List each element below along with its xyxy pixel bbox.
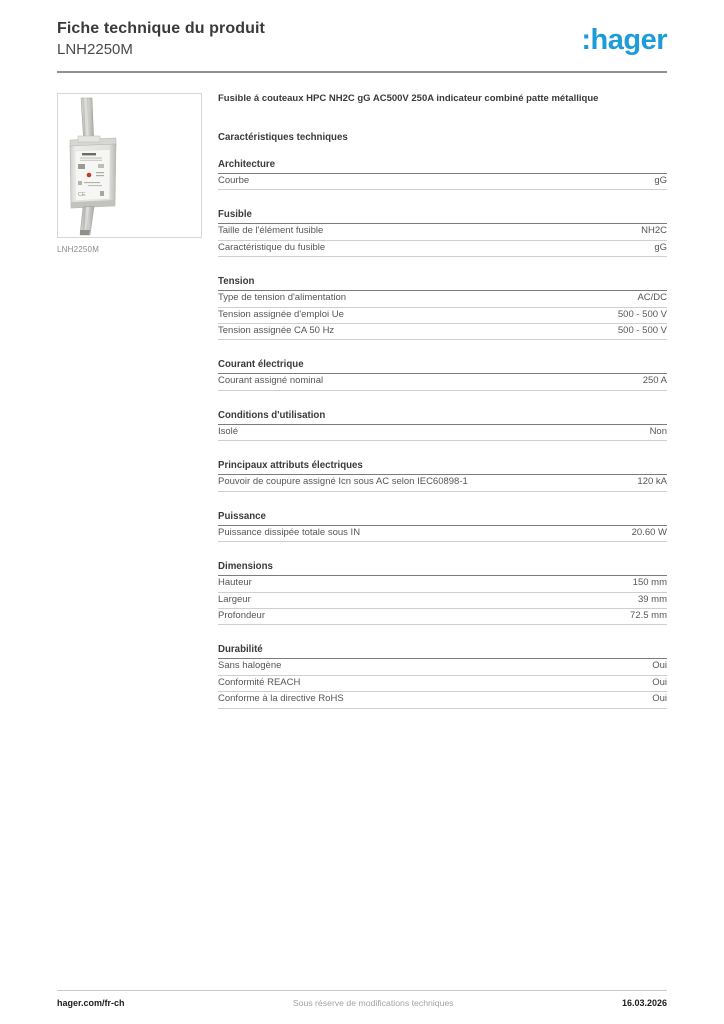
footer-divider <box>57 990 667 991</box>
spec-row <box>218 374 667 390</box>
spec-section <box>218 644 667 708</box>
spec-section-title: Durabilité <box>218 644 667 659</box>
spec-section <box>218 359 667 390</box>
spec-row-value: 500 - 500 V <box>617 324 667 336</box>
spec-row <box>218 676 667 692</box>
spec-row-value: Oui <box>652 693 667 705</box>
spec-row-label: Tension assignée CA 50 Hz <box>218 324 335 336</box>
spec-row <box>218 475 667 491</box>
spec-row <box>218 659 667 675</box>
spec-row-value: 120 kA <box>637 476 667 488</box>
characteristics-heading: Caractéristiques techniques <box>218 131 348 143</box>
fuse-bottom-blade <box>80 207 94 236</box>
fuse-indicator-dot <box>87 173 92 178</box>
spec-row-label: Largeur <box>218 593 251 605</box>
footer-disclaimer: Sous réserve de modifications techniques <box>292 998 454 1008</box>
spec-section <box>218 159 667 190</box>
spec-section-title: Tension <box>218 276 667 291</box>
spec-row <box>218 425 667 441</box>
spec-row <box>218 324 667 340</box>
spec-row <box>218 308 667 324</box>
spec-row-value: 39 mm <box>637 593 667 605</box>
spec-section <box>218 209 667 257</box>
spec-row-value: Oui <box>652 660 667 672</box>
spec-section <box>218 410 667 441</box>
footer-website-link[interactable]: hager.com/fr-ch <box>57 998 125 1008</box>
spec-section <box>218 276 667 340</box>
spec-section-title: Principaux attributs électriques <box>218 460 667 475</box>
spec-section-title: Conditions d'utilisation <box>218 410 667 425</box>
product-image-column <box>57 93 203 254</box>
spec-row <box>218 576 667 592</box>
spec-row-label: Courbe <box>218 174 250 186</box>
header-divider <box>57 71 667 73</box>
spec-row-label: Hauteur <box>218 577 252 589</box>
spec-row-value: gG <box>654 174 667 186</box>
spec-section <box>218 460 667 491</box>
spec-row <box>218 593 667 609</box>
spec-section-title: Fusible <box>218 209 667 224</box>
spec-row-value: AC/DC <box>637 292 667 304</box>
spec-section-title: Puissance <box>218 511 667 526</box>
spec-row <box>218 291 667 307</box>
spec-row-value: 150 mm <box>632 577 667 589</box>
page-footer <box>57 998 667 1008</box>
spec-row-label: Tension assignée d'emploi Ue <box>218 308 344 320</box>
spec-row-label: Pouvoir de coupure assigné Icn sous AC selon IEC60898-1 <box>218 476 468 488</box>
spec-row <box>218 609 667 625</box>
product-image-caption: LNH2250M <box>57 245 100 254</box>
spec-row-label: Conforme à la directive RoHS <box>218 693 344 705</box>
page-title: Fiche technique du produit <box>57 20 265 37</box>
spec-row <box>218 174 667 190</box>
fuse-body <box>70 144 116 208</box>
spec-row-value: 72.5 mm <box>630 609 667 621</box>
spec-section <box>218 561 667 625</box>
spec-section-title: Dimensions <box>218 561 667 576</box>
spec-row-label: Conformité REACH <box>218 676 301 688</box>
spec-row-label: Profondeur <box>218 609 266 621</box>
page-header <box>57 20 667 58</box>
spec-row-label: Sans halogène <box>218 660 282 672</box>
spec-row-label: Puissance dissipée totale sous IN <box>218 526 361 538</box>
spec-row-label: Type de tension d'alimentation <box>218 292 347 304</box>
hager-logo: :hager <box>581 24 667 56</box>
spec-row <box>218 692 667 708</box>
spec-row-value: Oui <box>652 676 667 688</box>
spec-row-value: gG <box>654 241 667 253</box>
footer-date: 16.03.2026 <box>621 998 667 1008</box>
spec-row-label: Caractéristique du fusible <box>218 241 326 253</box>
spec-row <box>218 526 667 542</box>
spec-row-value: 20.60 W <box>631 526 667 538</box>
nh-fuse-product-photo <box>58 94 201 237</box>
spec-section-title: Architecture <box>218 159 667 174</box>
spec-row-value: NH2C <box>641 225 667 237</box>
spec-row-value: 500 - 500 V <box>617 308 667 320</box>
spec-row-value: Non <box>649 425 667 437</box>
spec-row <box>218 241 667 257</box>
product-description: Fusible á couteaux HPC NH2C gG AC500V 250A indicateur combiné patte métallique <box>218 93 599 104</box>
spec-row-label: Courant assigné nominal <box>218 375 324 387</box>
fuse-label <box>75 150 110 201</box>
product-reference: LNH2250M <box>57 41 133 58</box>
svg-text:CE: CE <box>78 192 86 198</box>
spec-sections <box>218 159 667 709</box>
spec-row-value: 250 A <box>642 375 667 387</box>
product-photo-frame <box>57 93 202 238</box>
spec-row-label: Taille de l'élément fusible <box>218 225 324 237</box>
spec-row <box>218 224 667 240</box>
spec-section-title: Courant électrique <box>218 359 667 374</box>
spec-row-label: Isolé <box>218 425 239 437</box>
specifications-column <box>218 93 667 709</box>
spec-section <box>218 511 667 542</box>
